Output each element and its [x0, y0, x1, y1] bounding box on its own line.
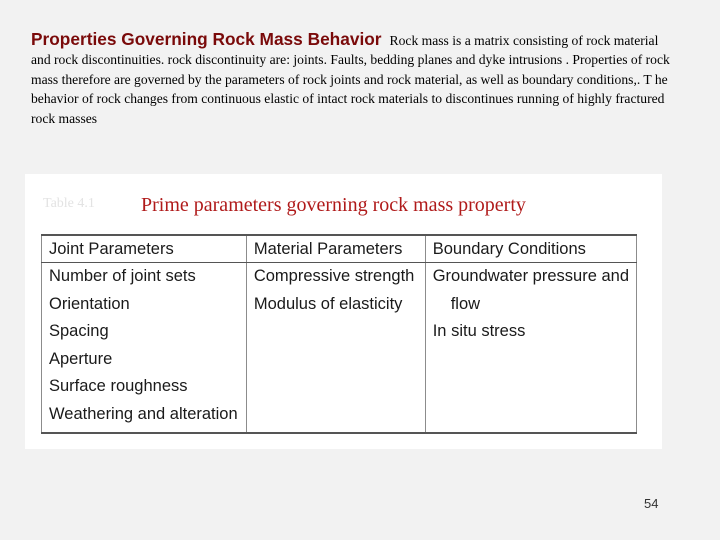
material-parameters-cell: [246, 263, 425, 434]
figure-ghost-caption: Table 4.1: [43, 196, 95, 211]
list-item: Surface roughness: [49, 377, 188, 395]
column-header-boundary: Boundary Conditions: [425, 235, 636, 263]
list-item: Groundwater pressure and: [432, 267, 629, 285]
list-item: Orientation: [49, 294, 130, 313]
column-header-material: Material Parameters: [246, 235, 425, 263]
list-item: Modulus of elasticity: [253, 294, 403, 313]
list-item: In situ stress: [432, 322, 526, 340]
parameters-table: [41, 234, 637, 434]
list-item: flow: [450, 294, 481, 313]
list-item: Spacing: [49, 322, 109, 340]
list-item: Weathering and alteration: [49, 404, 238, 423]
slide-body-text: Rock mass is a matrix consisting of rock material and rock discontinuities. rock discontinuity are: joints. Faults, bedding planes and dyke intrusions . Properties of rock mass therefore are governed by the parameters of rock joints and rock material, as well as boundary conditions,. T he behavior of rock changes from continuous elastic of intact rock materials to discontinues running of highly fractured rock masses: [31, 33, 670, 126]
list-item: Number of joint sets: [49, 267, 196, 285]
table-row: [42, 263, 637, 434]
table-figure: [25, 174, 662, 449]
table-header-row: [42, 235, 637, 263]
boundary-conditions-cell: [425, 263, 636, 434]
list-item: Aperture: [49, 349, 113, 368]
figure-title: Prime parameters governing rock mass property: [141, 194, 526, 216]
page-number: 54: [644, 496, 659, 511]
list-item: Compressive strength: [253, 267, 415, 285]
column-header-joint: Joint Parameters: [42, 235, 247, 263]
slide-title: Properties Governing Rock Mass Behavior: [31, 29, 382, 49]
slide-text-block: [31, 30, 681, 128]
joint-parameters-cell: [42, 263, 247, 434]
